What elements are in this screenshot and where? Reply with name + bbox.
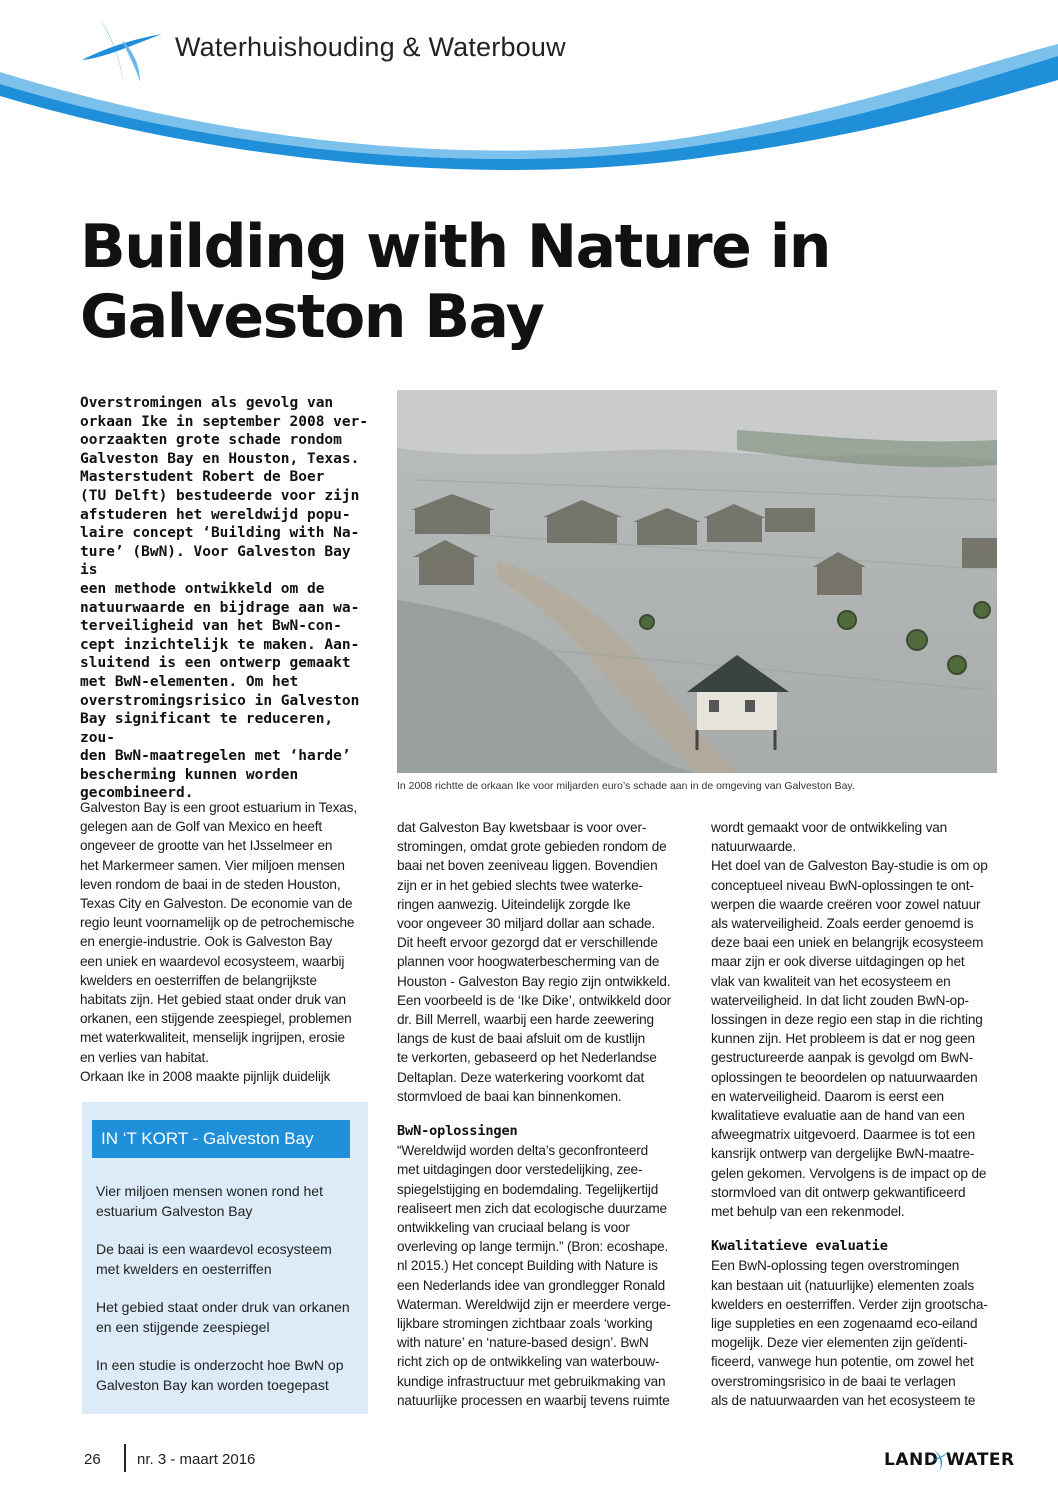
lead-line: Masterstudent Robert de Boer [80,469,325,486]
body-line: wordt gemaakt voor de ontwikkeling van [711,820,948,835]
header-swoosh [0,0,1058,190]
body-line: vlak van kwaliteit van het ecosysteem en [711,973,951,989]
lead-line: laire concept ‘Building with Na- [80,525,360,542]
subheading-kwalitatieve-evaluatie: Kwalitatieve evaluatie [711,1238,888,1255]
body-column-3-part-a [711,818,996,1221]
lead-line: den BwN-maatregelen met ‘harde’ [80,748,351,765]
body-line: mogelijk. Deze vier elementen zijn geïdenti- [711,1335,968,1351]
body-line: Houston - Galveston Bay regio zijn ontwikkeld. [397,973,671,989]
body-line: overleving op lange termijn.” (Bron: ecoshape. [397,1239,669,1255]
body-line: orkanen, een stijgende zeespiegel, problemen [80,1011,352,1027]
body-line: stormvloed de baai kan binnenkomen. [397,1088,622,1104]
body-line: als waterveiligheid. Zoals eerder genoemd is [711,916,974,932]
in-t-kort-heading: IN ‘T KORT - Galveston Bay [92,1120,350,1158]
body-line: conceptueel niveau BwN-oplossingen te ont- [711,877,974,893]
body-line: afweegmatrix uitgevoerd. Daarmee is tot een [711,1127,976,1143]
body-line: en waterveiligheid. Daarom is eerst een [711,1088,944,1104]
body-column-2 [397,818,682,1410]
lead-line: natuurwaarde en bijdrage aan wa- [80,599,360,616]
body-line: deze baai een uniek en belangrijk ecosysteem [711,935,984,951]
body-line: nl 2015.) Het concept Building with Nature is [397,1258,658,1274]
body-line: richt zich op de ontwikkeling van waterbouw- [397,1354,660,1370]
body-line: kan bestaan uit (natuurlijke) elementen zoals [711,1277,975,1293]
body-line: gelegen aan de Golf van Mexico en heeft [80,819,323,835]
body-line: baai net boven zeeniveau liggen. Bovendien [397,858,658,874]
lead-line: cept inzichtelijk te maken. Aan- [80,636,360,653]
body-line: en energie-industrie. Ook is Galveston Bay [80,934,333,950]
body-column-3-part-b [711,1256,996,1410]
body-line: lossingen in deze regio een stap in die richting [711,1012,983,1028]
body-line: waterveiligheid. In dat licht zouden BwN-op- [711,992,969,1008]
body-column-2-part-b [397,1141,682,1410]
lead-line: afstuderen het wereldwijd popu- [80,506,351,523]
lead-line: orkaan Ike in september 2008 ver- [80,413,369,430]
lead-line: Overstromingen als gevolg van [80,395,334,411]
lead-line: (TU Delft) bestudeerde voor zijn [80,487,360,504]
body-line: natuurlijke processen en waarbij tevens ruimte [397,1392,670,1408]
body-line: stromingen, omdat grote gebieden rondom de [397,839,667,855]
brand-left: LAND [884,1450,939,1470]
body-line: Orkaan Ike in 2008 maakte pijnlijk duidelijk [80,1068,331,1084]
lead-line: een methode ontwikkeld om de [80,580,325,597]
flood-photo [397,390,997,773]
body-line: Texas City en Galveston. De economie van de [80,896,353,912]
body-line: regio leunt voornamelijk op de petrochemische [80,915,355,931]
body-line: natuurwaarde. [711,839,796,855]
body-line: Galveston Bay is een groot estuarium in Texas, [80,800,357,815]
body-line: langs de kust de baai afsluit om de kustlijn [397,1031,646,1047]
in-t-kort-item: Het gebied staat onder druk van orkanen en een stijgende zeespiegel [96,1299,350,1335]
body-column-1 [80,798,365,1086]
body-line: een Nederlands idee van grondlegger Ronald [397,1277,666,1293]
page-number: 26 [84,1451,101,1468]
body-line: als de natuurwaarden van het ecosysteem te [711,1392,976,1408]
body-line: Een BwN-oplossing tegen overstromingen [711,1258,960,1274]
body-line: en verlies van habitat. [80,1049,209,1065]
body-column-2-part-a [397,818,682,1106]
in-t-kort-item: In een studie is onderzocht hoe BwN op Galveston Bay kan worden toegepast [96,1357,344,1393]
body-line: ontwikkeling van cruciaal belang is voor [397,1220,630,1236]
lead-line: ture’ (BwN). Voor Galveston Bay is [80,543,351,579]
body-line: dat Galveston Bay kwetsbaar is voor over- [397,820,647,835]
lead-line: Bay significant te reduceren, zou- [80,711,334,746]
body-line: Deltaplan. Deze waterkering voorkomt dat [397,1069,645,1085]
body-line: oplossingen te beoordelen op natuurwaarden [711,1069,978,1085]
lead-line: terveiligheid van het BwN-con- [80,618,342,635]
section-title: Waterhuishouding & Waterbouw [175,32,566,62]
lead-line: Galveston Bay en Houston, Texas. [80,450,360,467]
body-column-3 [711,818,996,1410]
body-line: Waterman. Wereldwijd zijn er meerdere verge- [397,1296,671,1312]
footer-divider [124,1444,126,1472]
body-line: ringen aanwezig. Uiteindelijk zorgde Ike [397,896,631,912]
body-line: zijn er in het gebied slechts twee waterke- [397,877,643,893]
in-t-kort-item: De baai is een waardevol ecosysteem met kwelders en oesterriffen [96,1241,332,1277]
body-line: overstromingsrisico in de baai te verlagen [711,1373,956,1389]
body-line: kundige infrastructuur met gebruikmaking van [397,1373,666,1389]
body-line: gelen gekomen. Vervolgens is de impact op de [711,1165,987,1181]
body-line: kwelders en oesterriffen. Verder zijn grootscha- [711,1296,988,1312]
body-line: “Wereldwijd worden delta’s geconfronteerd [397,1143,649,1159]
lead-line: sluitend is een ontwerp gemaakt [80,655,351,672]
lead-line: met BwN-elementen. Om het [80,673,299,690]
body-line: habitats zijn. Het gebied staat onder druk van [80,992,346,1008]
body-line: Dit heeft ervoor gezorgd dat er verschillende [397,935,658,951]
body-line: with nature’ en ‘nature-based design’. BwN [397,1335,649,1351]
article-title-line-2: Galveston Bay [80,282,544,352]
subheading-bwn-oplossingen: BwN-oplossingen [397,1123,518,1140]
lead-line: gecombineerd. [80,785,194,802]
body-line: met waterkwaliteit, menselijk ingrijpen, erosie [80,1030,345,1046]
body-line: Het doel van de Galveston Bay-studie is om op [711,858,988,874]
body-line: voor ongeveer 30 miljard dollar aan schade. [397,916,656,932]
body-line: gestructureerde aanpak is gevolgd om BwN- [711,1050,974,1066]
body-line: ongeveer de grootte van het IJsselmeer en [80,838,333,854]
body-line: stormvloed van dit ontwerp gekwantificeerd [711,1184,966,1200]
body-line: ficeerd, vanwege hun potentie, om zowel het [711,1354,974,1370]
body-line: maar zijn er ook diverse uitdagingen op het [711,954,965,970]
lead-line: oorzaakten grote schade rondom [80,432,342,449]
article-title [80,212,980,352]
in-t-kort-item: Vier miljoen mensen wonen rond het estuarium Galveston Bay [96,1183,323,1219]
body-line: met uitdagingen door verstedelijking, zee- [397,1162,643,1178]
article-lead [80,394,372,803]
body-line: te verkorten, gebaseerd op het Nederlandse [397,1050,657,1066]
land-water-logo [884,1446,1015,1474]
body-line: werpen die waarde creëren voor zowel natuur [711,896,981,912]
body-line: kwelders en oesterriffen de belangrijkste [80,972,317,988]
body-line: dr. Bill Merrell, waarbij een harde zeewering [397,1012,654,1028]
body-line: kunnen zijn. Het probleem is dat er nog geen [711,1031,975,1047]
body-line: kwalitatieve evaluatie aan de hand van een [711,1108,965,1124]
lead-line: overstromingsrisico in Galveston [80,692,360,709]
body-line: leven rondom de baai in de steden Houston, [80,876,341,892]
photo-caption: In 2008 richtte de orkaan Ike voor miljarden euro’s schade aan in de omgeving van Galveston Bay. [397,780,855,792]
in-t-kort-box [82,1102,368,1414]
body-line: lige suppleties en een zogenaamd eco-eiland [711,1316,978,1332]
lead-line: bescherming kunnen worden [80,766,299,783]
body-line: Een voorbeeld is de ‘Ike Dike’, ontwikkeld door [397,992,672,1008]
issue-label: nr. 3 - maart 2016 [137,1451,256,1468]
body-line: een uniek en waardevol ecosysteem, waarbij [80,953,345,969]
body-line: met behulp van een rekenmodel. [711,1204,905,1220]
brand-right: WATER [946,1450,1015,1470]
body-line: lijkbare stromingen zichtbaar zoals ‘working [397,1316,653,1332]
body-line: het Markermeer samen. Vier miljoen mensen [80,857,345,873]
body-line: kansrijk ontwerp van dergelijke BwN-maatre- [711,1146,975,1162]
body-line: spiegelstijging en bodemdaling. Tegelijkertijd [397,1181,659,1197]
body-line: realiseert men zich dat ecologische duurzame [397,1200,667,1216]
article-title-line-1: Building with Nature in [80,212,830,282]
body-line: plannen voor hoogwaterbescherming van de [397,954,660,970]
